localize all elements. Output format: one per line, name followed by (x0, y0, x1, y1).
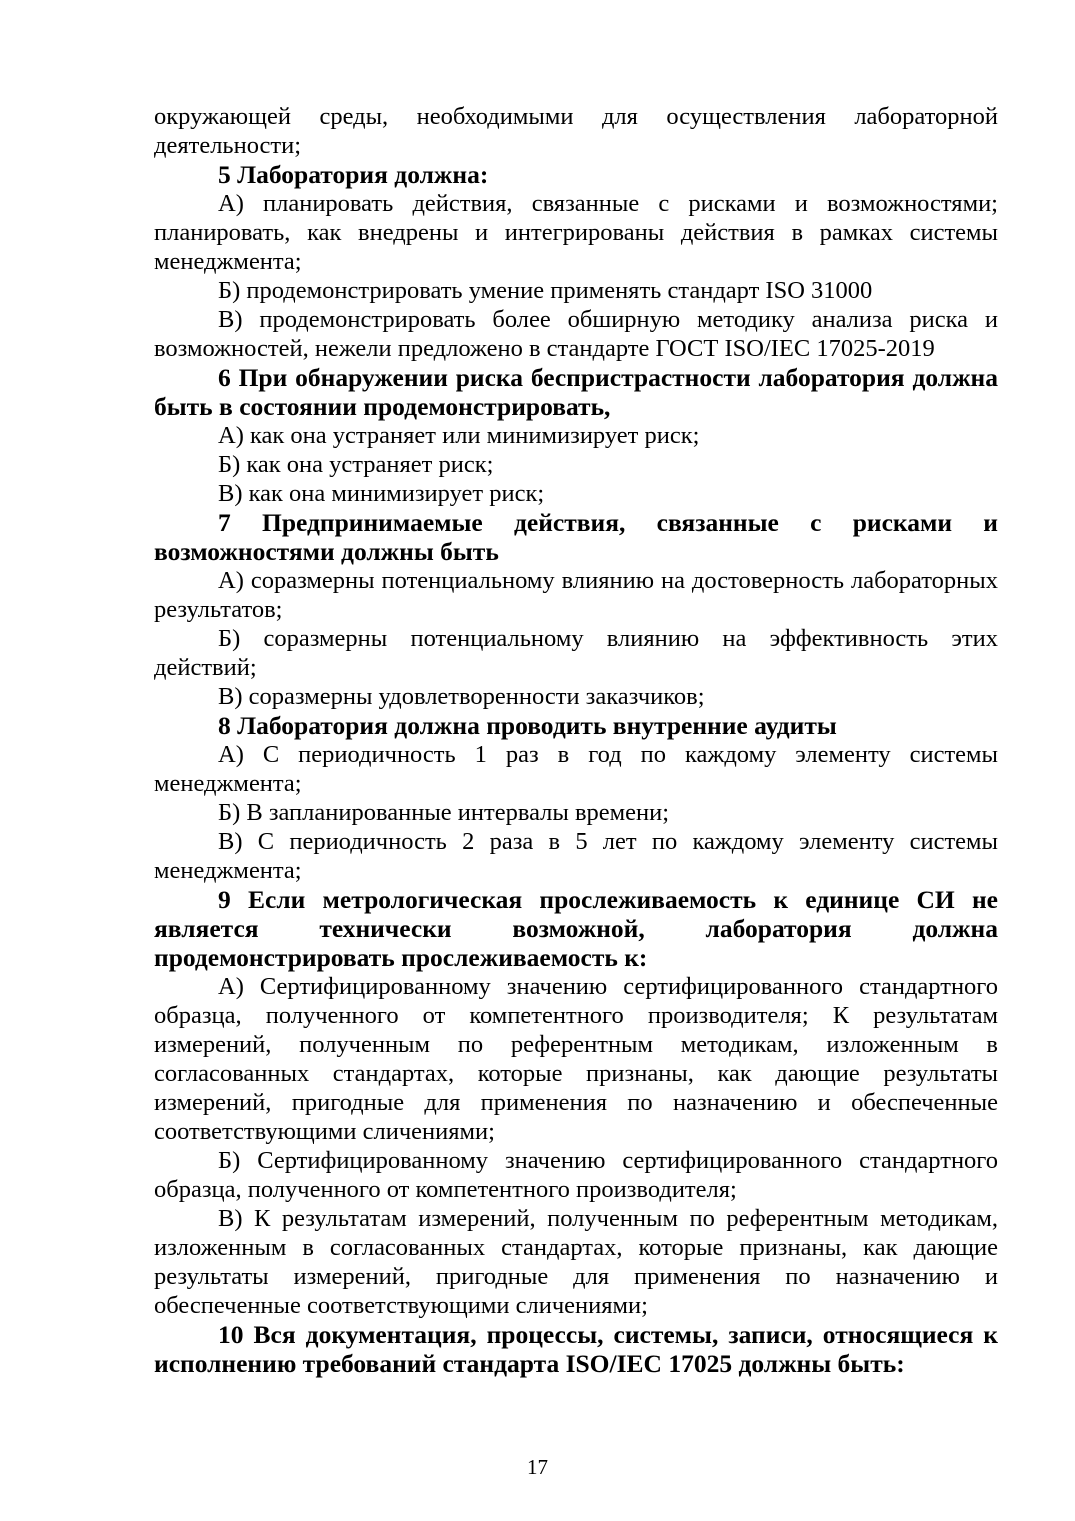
paragraph-continuation: окружающей среды, необходимыми для осуществления лабораторной деятельности; (154, 103, 998, 159)
question-6: 6 При обнаружении риска беспристрастности лаборатория должна быть в состоянии продемонстрировать, (154, 363, 998, 421)
answer-5b: Б) продемонстрировать умение применять стандарт ISO 31000 (218, 277, 873, 304)
answer-8c: В) С периодичность 2 раза в 5 лет по каждому элементу системы менеджмента; (154, 828, 998, 884)
answer-8a: А) С периодичность 1 раз в год по каждому элементу системы менеджмента; (154, 741, 998, 797)
question-7: 7 Предпринимаемые действия, связанные с рисками и возможностями должны быть (154, 508, 998, 566)
question-9: 9 Если метрологическая прослеживаемость к единице СИ не является технически возможной, лаборатория должна продемонстрировать прослеживаемость к: (154, 885, 998, 972)
answer-8b: Б) В запланированные интервалы времени; (218, 799, 670, 826)
question-8: 8 Лаборатория должна проводить внутренние аудиты (218, 711, 837, 740)
answer-6a: А) как она устраняет или минимизирует риск; (218, 422, 700, 449)
question-10: 10 Вся документация, процессы, системы, записи, относящиеся к исполнению требований стандарта ISO/IEC 17025 должны быть: (154, 1320, 998, 1378)
answer-5a: А) планировать действия, связанные с рисками и возможностями; планировать, как внедрены и интегрированы действия в рамках системы менеджмента; (154, 190, 998, 275)
document-body (154, 102, 998, 1378)
answer-9a: А) Сертифицированному значению сертифицированного стандартного образца, полученного от компетентного производителя; К результатам измерений, полученным по референтным методикам, изложенным в согласованных стандартах, которые признаны, как дающие результаты измерений, пригодные для применения по назначению и обеспеченные соответствующими сличениями; (154, 973, 998, 1145)
answer-7a: А) соразмерны потенциальному влиянию на достоверность лабораторных результатов; (154, 567, 998, 623)
page-number: 17 (527, 1455, 548, 1479)
answer-7c: В) соразмерны удовлетворенности заказчиков; (218, 683, 705, 710)
answer-7b: Б) соразмерны потенциальному влиянию на эффективность этих действий; (154, 625, 998, 681)
answer-5c: В) продемонстрировать более обширную методику анализа риска и возможностей, нежели предложено в стандарте ГОСТ ISO/IEC 17025-2019 (154, 306, 998, 362)
answer-6c: В) как она минимизирует риск; (218, 480, 545, 507)
answer-6b: Б) как она устраняет риск; (218, 451, 494, 478)
answer-9c: В) К результатам измерений, полученным по референтным методикам, изложенным в согласованных стандартах, которые признаны, как дающие результаты измерений, пригодные для применения по назначению и обеспеченные соответствующими сличениями; (154, 1205, 998, 1319)
question-5: 5 Лаборатория должна: (218, 160, 489, 189)
answer-9b: Б) Сертифицированному значению сертифицированного стандартного образца, полученного от компетентного производителя; (154, 1147, 998, 1203)
